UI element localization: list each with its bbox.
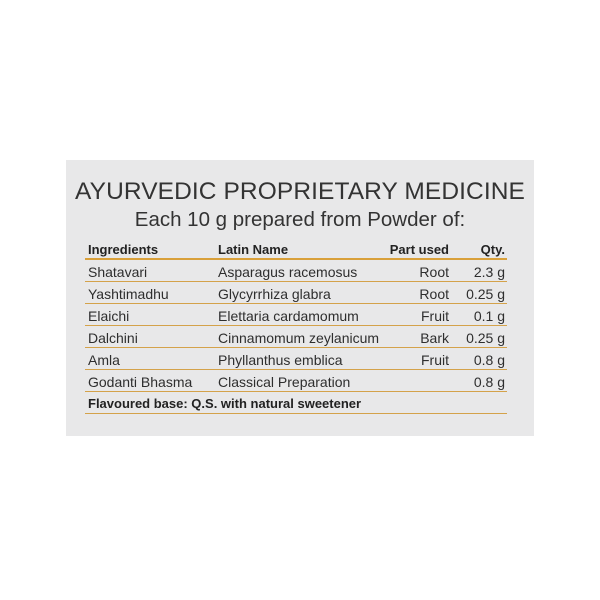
- row-divider: [85, 281, 507, 282]
- table-row: [85, 350, 507, 370]
- table-footer-row: [85, 394, 507, 414]
- ingredient-cell: Dalchini: [88, 330, 138, 346]
- ingredients-panel: [66, 160, 534, 436]
- table-row: [85, 306, 507, 326]
- header-ingredients: Ingredients: [88, 242, 159, 257]
- ingredient-cell: Shatavari: [88, 264, 148, 280]
- footer-divider: [85, 413, 507, 414]
- qty-cell: 0.25 g: [466, 286, 505, 302]
- header-part-used: Part used: [389, 242, 449, 257]
- header-divider: [85, 258, 507, 260]
- row-divider: [85, 303, 507, 304]
- part-used-cell: Root: [419, 264, 449, 280]
- ingredient-cell: Godanti Bhasma: [88, 374, 193, 390]
- panel-subtitle: Each 10 g prepared from Powder of:: [134, 208, 466, 231]
- part-used-cell: Fruit: [421, 308, 449, 324]
- part-used-cell: Fruit: [421, 352, 449, 368]
- part-used-cell: Bark: [420, 330, 449, 346]
- qty-cell: 0.25 g: [466, 330, 505, 346]
- row-divider: [85, 325, 507, 326]
- table-row: [85, 328, 507, 348]
- latin-name-cell: Phyllanthus emblica: [218, 352, 343, 368]
- latin-name-cell: Asparagus racemosus: [218, 264, 358, 280]
- row-divider: [85, 347, 507, 348]
- row-divider: [85, 369, 507, 370]
- ingredient-cell: Elaichi: [88, 308, 130, 324]
- qty-cell: 0.8 g: [473, 352, 505, 368]
- latin-name-cell: Elettaria cardamomum: [218, 308, 359, 324]
- qty-cell: 2.3 g: [473, 264, 505, 280]
- flavoured-base-note: Flavoured base: Q.S. with natural sweetener: [88, 396, 362, 411]
- ingredient-cell: Amla: [88, 352, 120, 368]
- qty-cell: 0.1 g: [473, 308, 505, 324]
- ingredient-cell: Yashtimadhu: [88, 286, 169, 302]
- table-row: [85, 372, 507, 392]
- table-header-row: [85, 240, 507, 260]
- latin-name-cell: Glycyrrhiza glabra: [218, 286, 331, 302]
- latin-name-cell: Classical Preparation: [218, 374, 351, 390]
- header-latin-name: Latin Name: [218, 242, 289, 257]
- header-qty: Qty.: [480, 242, 505, 257]
- panel-title: AYURVEDIC PROPRIETARY MEDICINE: [75, 178, 525, 205]
- latin-name-cell: Cinnamomum zeylanicum: [218, 330, 380, 346]
- table-row: [85, 284, 507, 304]
- qty-cell: 0.8 g: [473, 374, 505, 390]
- row-divider: [85, 391, 507, 392]
- part-used-cell: Root: [419, 286, 449, 302]
- table-row: [85, 262, 507, 282]
